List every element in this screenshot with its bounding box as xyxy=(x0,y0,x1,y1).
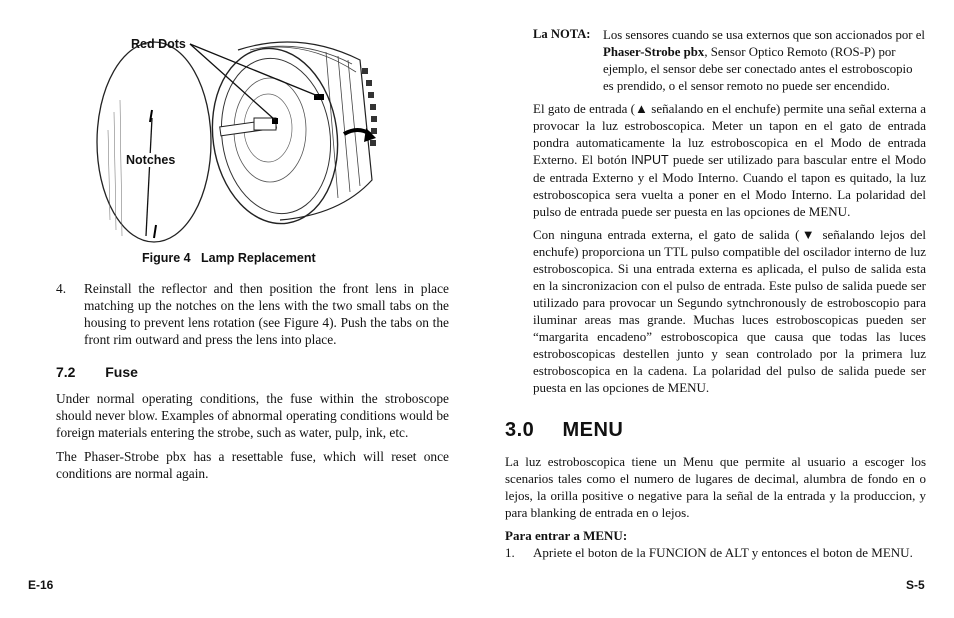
section-number: 3.0 xyxy=(505,419,535,441)
section-title: Fuse xyxy=(105,364,138,380)
step-number: 4. xyxy=(56,281,67,296)
figure-label-notches: Notches xyxy=(126,153,176,167)
section-heading-fuse xyxy=(56,364,138,380)
input-button-label: INPUT xyxy=(631,153,669,167)
up-triangle-icon: ▲ xyxy=(635,101,648,116)
note-text: Los sensores cuando se usa externos que son accionados por el Phaser-Strobe pbx, Sensor Optico Remoto (ROS-P) por ejemplo, el sensor debe ser conectado antes el estroboscopio es prendido, o el sensor remoto no puede ser encendido. xyxy=(603,28,925,93)
down-triangle-icon: ▼ xyxy=(799,227,817,242)
fuse-paragraph-2: The Phaser-Strobe pbx has a resettable fuse, which will reset once conditions are normal again. xyxy=(56,449,449,481)
menu-paragraph: La luz estroboscopica tiene un Menu que permite al usuario a escoger los scenarios tales como el numero de lugares de decimal, alumbra de fondo en o lejos, la orilla positive o negative para la señal de la entrada y la produccion, y para blanking de entrada en o lejos. xyxy=(505,454,926,520)
list-item-step-1 xyxy=(505,544,926,580)
step-text: Apriete el boton de la FUNCION de ALT y entonces el boton de MENU. xyxy=(533,545,913,560)
section-heading-menu xyxy=(505,419,623,442)
input-jack-paragraph: El gato de entrada (▲ señalando en el enchufe) permite una señal externa a provocar la luz estroboscopica. Meter un tapon en el gato de entrada pondra automaticamente la luz estroboscopica en el Modo de entrada Externo. El botón INPUT puede ser utilizado para bascular entre el Modo de entrada Externo y el Modo Interno. Cuando el tapon es quitado, la luz estroboscopica sera vuelta a poner en el Modo Interno. La polaridad del pulso de entrada puede ser puesta en las opciones de MENU. xyxy=(533,101,927,219)
product-name: Phaser-Strobe pbx xyxy=(603,45,705,59)
section-number: 7.2 xyxy=(56,364,76,380)
note-label: La NOTA: xyxy=(533,27,591,41)
step-text: Reinstall the reflector and then position the front lens in place matching up the notches on the lens with the two small tabs on the housing to prevent lens rotation (see Figure 4). Push the tabs on the front rim outward and press the lens into place. xyxy=(84,281,449,347)
fuse-paragraph-1: Under normal operating conditions, the fuse within the stroboscope should never blow. Examples of abnormal operating conditions would be foreign materials entering the strobe, such as water, pulp, ink, etc. xyxy=(56,391,449,440)
page-number-right: S-5 xyxy=(906,578,925,592)
figure-caption: Figure 4 Lamp Replacement xyxy=(142,251,316,265)
output-jack-paragraph: Con ninguna entrada externa, el gato de salida (▼ señalando lejos del enchufe) proporciona un TTL pulso compatible del oscilador interno de luz estroboscopica. Si una entrada externa es aplicada, el pulso de salida esta en la sincronizacion con el pulso de entrada. Este pulso de salida puede ser utilizado para provocar un Segundo sytnchronously de estroboscopio para iluminar areas mas grande. Muchas luces estroboscopicas pueden ser “margarita encadeno” estroboscopica que causa que todas las luces estroboscopicas destellen junto y sean controlado por la primera luz estroboscopica en la cadena. La polaridad del pulso de salida puede ser puesta en las opciones de MENU. xyxy=(533,227,926,395)
step-number: 1. xyxy=(505,545,515,560)
figure-label-red-dots: Red Dots xyxy=(131,37,186,51)
front-lens xyxy=(97,42,211,242)
menu-subheading: Para entrar a MENU: xyxy=(505,528,628,543)
lamp-replacement-figure xyxy=(90,30,410,248)
list-item-step-4 xyxy=(56,280,449,350)
section-title: MENU xyxy=(562,419,624,441)
page-number-left: E-16 xyxy=(28,578,54,592)
